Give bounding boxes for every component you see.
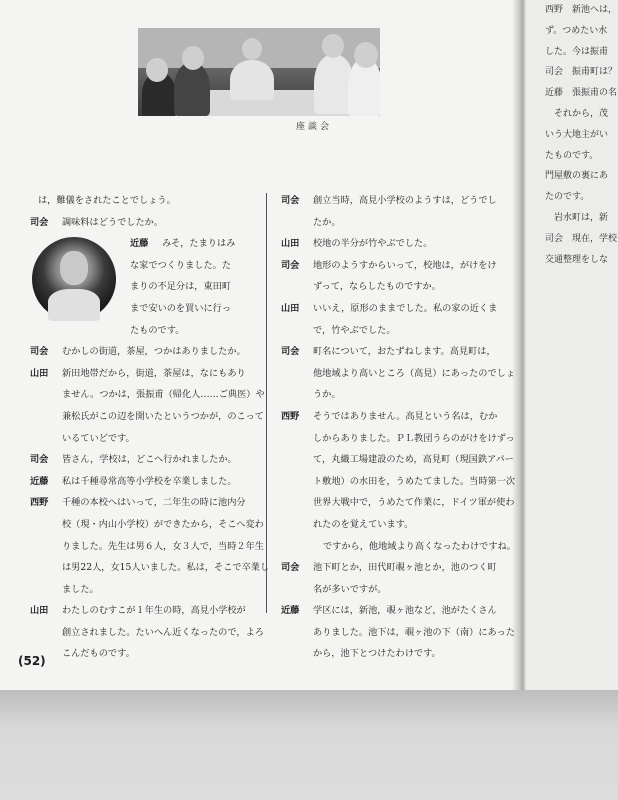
text-line xyxy=(30,557,270,579)
scan-background xyxy=(0,690,618,800)
next-page-line: ず。つめたい水 xyxy=(545,25,608,36)
utterance-text: ト敷地）の水田を，うめたてました。当時第一次 xyxy=(313,475,516,487)
next-page-line: した。今は振甫 xyxy=(545,46,609,57)
text-line xyxy=(281,600,497,622)
utterance-text: 創立当時，高見小学校のようすは，どうでし xyxy=(313,195,497,206)
utterance-text: 学区には，新池，覗ヶ池など，池がたくさん xyxy=(313,605,497,617)
text-line xyxy=(281,471,516,493)
text-line: 司会 調味料はどうでしたか。 xyxy=(30,216,164,228)
text-line xyxy=(281,298,497,320)
utterance-text: いいえ，原形のままでした。私の家の近くま xyxy=(313,302,498,314)
text-line: な家でつくりました。た xyxy=(130,259,232,271)
text-line xyxy=(281,406,497,428)
utterance-text: 千種の本校へはいって，二年生の時に池内分 xyxy=(62,497,246,509)
next-page-line: たものです。 xyxy=(545,150,599,161)
utterance-text: 名が多いですが。 xyxy=(313,583,387,595)
next-page-line: 司会 現在，学校 xyxy=(545,233,618,244)
text-line xyxy=(281,428,515,450)
text-line xyxy=(281,320,497,342)
text-line xyxy=(30,579,258,601)
text-line xyxy=(30,471,258,493)
page-number: (52) xyxy=(18,654,46,668)
column-divider xyxy=(266,193,267,613)
utterance-text: 新田地帯だから，街道，茶屋は，なにもあり xyxy=(62,367,246,379)
utterance-text: わたしのむすこが１年生の時，高見小学校が xyxy=(62,605,246,617)
text-line xyxy=(281,514,497,536)
next-page-line: 交通整理をしな xyxy=(545,254,609,265)
text-line xyxy=(30,492,258,514)
speaker-label: 山田 xyxy=(281,302,300,314)
utterance-text: 世界大戦中で，うめたて作業に，ドイツ軍が使わ xyxy=(313,497,515,509)
utterance-text: そうではありません。高見という名は，むか xyxy=(313,410,498,422)
utterance-text: 校（現・内山小学校）ができたから，そこへ変わ xyxy=(62,518,264,530)
next-page-line: 司会 振甫町は？ xyxy=(545,67,618,78)
utterance-text: 町名について，おたずねします。高見町は， xyxy=(313,346,496,358)
text-line xyxy=(30,449,258,471)
utterance-text: で，竹やぶでした。 xyxy=(313,324,396,336)
speaker-label: 司会 xyxy=(281,562,300,574)
speaker-label: 山田 xyxy=(30,367,49,379)
next-page-line: たのです。 xyxy=(545,192,590,203)
utterance-text: 創立されました。たいへん近くなったので，よろ xyxy=(62,626,264,638)
utterance-text: ません。つかは，張振甫（帰化人……ご典医）や xyxy=(62,389,265,401)
text-column-right xyxy=(281,190,516,665)
next-page-line: いう大地主がい xyxy=(545,129,609,140)
utterance-text: 校地の半分が竹やぶでした。 xyxy=(313,238,433,250)
utterance-text: から，池下とつけたわけです。 xyxy=(313,648,441,660)
text-line xyxy=(281,622,516,644)
utterance-text: たか。 xyxy=(313,216,341,228)
speaker-label: 山田 xyxy=(281,238,300,250)
utterance-text: むかしの街道，茶屋，つかはありましたか。 xyxy=(62,346,246,358)
speaker-label: 司会 xyxy=(30,346,49,358)
text-line: まで安いのを買いに行っ xyxy=(130,302,232,314)
speaker-label: 山田 xyxy=(30,605,49,617)
text-line xyxy=(281,341,497,363)
utterance-text: しからありました。ＰＬ教団うらのがけをけずっ xyxy=(313,432,515,444)
utterance-text: 皆さん，学校は，どこへ行かれましたか。 xyxy=(62,454,237,466)
next-page-line: 岩水町は，新 xyxy=(545,213,609,223)
utterance-text: 地形のようすからいって，校地は，がけをけ xyxy=(313,259,497,271)
text-line xyxy=(281,363,516,385)
utterance-text: うか。 xyxy=(313,389,341,401)
text-line xyxy=(30,428,258,450)
utterance-text: ました。 xyxy=(62,583,99,595)
text-line xyxy=(281,557,497,579)
text-line: 近藤 みそ，たまりはみ xyxy=(130,238,236,250)
speaker-label: 司会 xyxy=(30,454,49,466)
text-line xyxy=(281,233,497,255)
utterance-text: りました。先生は男６人，女３人で，当時２年生 xyxy=(62,540,264,552)
text-line xyxy=(281,255,497,277)
text-line xyxy=(30,363,258,385)
utterance-text: 他地域より高いところ（高見）にあったのでしょ xyxy=(313,367,516,379)
text-line xyxy=(30,341,258,363)
speaker-label: 司会 xyxy=(281,195,300,206)
text-line xyxy=(281,384,497,406)
utterance-text: 池下町とか，田代町覗ヶ池とか，池のつく町 xyxy=(313,562,497,574)
utterance-text: いるていどです。 xyxy=(62,432,135,444)
speaker-label: 西野 xyxy=(281,410,300,422)
text-line: たものです。 xyxy=(130,324,185,336)
book-gutter xyxy=(512,0,526,690)
speaker-label: 司会 xyxy=(281,346,300,358)
text-line xyxy=(30,622,264,644)
text-line xyxy=(30,536,264,558)
roundtable-photo xyxy=(138,28,380,116)
photo-caption: 座談会 xyxy=(296,122,333,132)
speaker-label: 司会 xyxy=(281,259,300,271)
next-page-line: 門屋敷の裏にあ xyxy=(545,171,609,182)
utterance-text: ありました。池下は，覗ヶ池の下（南）にあった xyxy=(313,626,516,638)
utterance-text: 私は千種尋常高等小学校を卒業しました。 xyxy=(62,475,237,487)
speaker-label: 近藤 xyxy=(281,605,300,617)
text-line xyxy=(281,492,515,514)
text-line xyxy=(30,514,264,536)
text-line: は，難儀をされたことでしょう。 xyxy=(38,195,176,206)
speaker-label: 西野 xyxy=(30,497,49,509)
utterance-text: は男22人，女15人いました。私は，そこで卒業し xyxy=(62,562,270,574)
text-line xyxy=(30,384,265,406)
text-line xyxy=(281,449,514,471)
text-line xyxy=(30,643,258,665)
utterance-text: こんだものです。 xyxy=(62,648,135,660)
utterance-text: ですから，他地域より高くなったわけですね。 xyxy=(323,540,516,552)
text-line xyxy=(281,276,497,298)
next-page-line: 西野 新池へは， xyxy=(545,5,618,15)
text-line xyxy=(30,406,264,428)
text-line xyxy=(281,190,497,212)
utterance-text: れたのを覚えています。 xyxy=(313,518,414,530)
text-line: まりの不足分は，東田町 xyxy=(130,281,232,293)
utterance-text: て，丸織工場建設のため，高見町（現国鉄アパー xyxy=(313,454,514,466)
utterance-text: 兼松氏がこの辺を開いたというつかが，のこって xyxy=(62,410,264,422)
text-line xyxy=(281,212,497,234)
utterance-text: ずって，ならしたものですか。 xyxy=(313,281,441,293)
text-line xyxy=(30,600,258,622)
text-column-left xyxy=(30,190,270,665)
next-page-line: それから，茂 xyxy=(545,109,609,119)
text-line xyxy=(281,579,497,601)
text-line xyxy=(281,536,516,558)
next-page-line: 近藤 張振甫の名 xyxy=(545,88,618,99)
speaker-label: 近藤 xyxy=(30,475,49,487)
text-line xyxy=(281,643,497,665)
